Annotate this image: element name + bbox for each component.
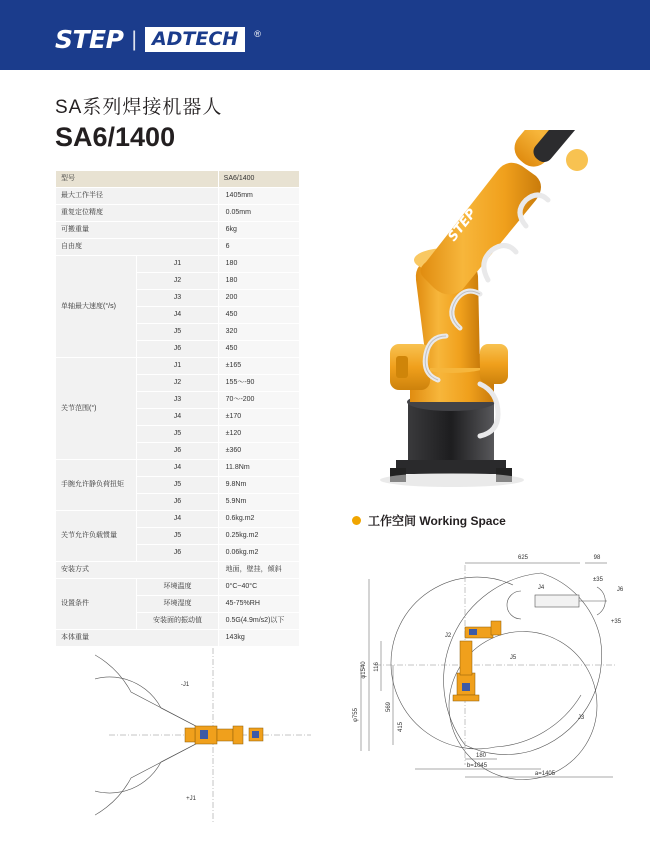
axis-label: J2 bbox=[137, 273, 218, 290]
svg-text:STEP: STEP bbox=[445, 206, 480, 245]
axis-label: J4 bbox=[137, 409, 218, 426]
angle-label-2: +35 bbox=[610, 619, 622, 625]
table-row bbox=[56, 222, 300, 239]
axis-label-j5: J5 bbox=[509, 655, 517, 661]
working-space-side-view bbox=[345, 545, 635, 780]
logo-registered-mark: ® bbox=[254, 28, 261, 39]
table-row bbox=[56, 511, 300, 528]
robot-photo bbox=[330, 130, 630, 500]
spec-value: 1405mm bbox=[218, 188, 299, 205]
table-row bbox=[56, 460, 300, 477]
axis-label: J4 bbox=[137, 307, 218, 324]
specification-table bbox=[55, 170, 300, 647]
spec-value: 6 bbox=[218, 239, 299, 256]
axis-label: J6 bbox=[137, 494, 218, 511]
axis-value: 180 bbox=[218, 273, 299, 290]
spec-value: 0.05mm bbox=[218, 205, 299, 222]
brand-logo bbox=[55, 25, 261, 54]
axis-value: 200 bbox=[218, 290, 299, 307]
spec-label: 可搬重量 bbox=[56, 222, 219, 239]
condition-label: 安装面的振动值 bbox=[137, 613, 218, 630]
dim-top-1: 625 bbox=[517, 555, 529, 561]
robot-silhouette-top bbox=[185, 726, 263, 744]
condition-value: 0.5G(4.9m/s2)以下 bbox=[218, 613, 299, 630]
dim-top-2: 98 bbox=[593, 555, 601, 561]
table-row bbox=[56, 239, 300, 256]
spec-label: 本体重量 bbox=[56, 630, 219, 647]
series-title: SA系列焊接机器人 bbox=[55, 97, 223, 118]
axis-value: 0.6kg.m2 bbox=[218, 511, 299, 528]
dim-bottom-2: 180 bbox=[475, 753, 487, 759]
axis-value: 9.8Nm bbox=[218, 477, 299, 494]
table-row bbox=[56, 579, 300, 596]
spec-head-value: SA6/1400 bbox=[218, 171, 299, 188]
axis-label: J4 bbox=[137, 511, 218, 528]
condition-value: 45-75%RH bbox=[218, 596, 299, 613]
axis-value: ±165 bbox=[218, 358, 299, 375]
axis-value: 450 bbox=[218, 341, 299, 358]
axis-value: ±170 bbox=[218, 409, 299, 426]
table-row bbox=[56, 188, 300, 205]
spec-group-label: 设置条件 bbox=[56, 579, 137, 630]
robot-base bbox=[390, 393, 512, 482]
working-space-top-view bbox=[95, 640, 325, 830]
axis-value: 70〜-200 bbox=[218, 392, 299, 409]
logo-separator: | bbox=[131, 27, 137, 51]
axis-value: ±120 bbox=[218, 426, 299, 443]
angle-label-plus-j1: +J1 bbox=[186, 796, 196, 802]
axis-label: J3 bbox=[137, 290, 218, 307]
spec-value: 6kg bbox=[218, 222, 299, 239]
spec-label: 安装方式 bbox=[56, 562, 219, 579]
axis-label: J6 bbox=[137, 341, 218, 358]
axis-label: J5 bbox=[137, 426, 218, 443]
axis-label-j2: J2 bbox=[444, 633, 452, 639]
axis-label: J6 bbox=[137, 545, 218, 562]
condition-label: 环境温度 bbox=[137, 579, 218, 596]
axis-label-j3: J3 bbox=[577, 715, 585, 721]
angle-label-1: ±35 bbox=[593, 577, 603, 583]
axis-value: 0.06kg.m2 bbox=[218, 545, 299, 562]
dim-left-5: φ755 bbox=[353, 708, 359, 722]
axis-label: J6 bbox=[137, 443, 218, 460]
spec-label: 重复定位精度 bbox=[56, 205, 219, 222]
page-header bbox=[0, 0, 650, 70]
spec-group-label: 手腕允许静负荷扭矩 bbox=[56, 460, 137, 511]
table-row bbox=[56, 562, 300, 579]
table-row bbox=[56, 171, 300, 188]
table-row bbox=[56, 205, 300, 222]
spec-label: 最大工作半径 bbox=[56, 188, 219, 205]
working-space-title: 工作空间 Working Space bbox=[368, 514, 506, 528]
axis-value: 180 bbox=[218, 256, 299, 273]
dim-left-3: 569 bbox=[386, 701, 392, 713]
table-row bbox=[56, 256, 300, 273]
axis-value: 5.9Nm bbox=[218, 494, 299, 511]
axis-label: J5 bbox=[137, 324, 218, 341]
axis-value: 0.25kg.m2 bbox=[218, 528, 299, 545]
axis-label: J1 bbox=[137, 256, 218, 273]
bullet-icon bbox=[352, 516, 361, 525]
dim-left-4: 415 bbox=[398, 721, 404, 733]
spec-group-label: 关节允许负载惯量 bbox=[56, 511, 137, 562]
spec-label: 自由度 bbox=[56, 239, 219, 256]
axis-label-j6: J6 bbox=[616, 587, 624, 593]
spec-group-label: 关节范围(°) bbox=[56, 358, 137, 460]
axis-label: J3 bbox=[137, 392, 218, 409]
angle-label-minus-j1: -J1 bbox=[180, 682, 190, 688]
condition-value: 0°C~40°C bbox=[218, 579, 299, 596]
axis-label: J5 bbox=[137, 477, 218, 494]
spec-value: 地面，壁挂，倾斜 bbox=[218, 562, 299, 579]
robot-upper-arm bbox=[420, 163, 541, 295]
dim-bottom-1: b=1045 bbox=[466, 763, 488, 769]
spec-value: 143kg bbox=[218, 630, 299, 647]
axis-label: J4 bbox=[137, 460, 218, 477]
axis-label: J1 bbox=[137, 358, 218, 375]
dim-bottom-3: a=1405 bbox=[534, 771, 556, 777]
table-row bbox=[56, 358, 300, 375]
axis-value: ±360 bbox=[218, 443, 299, 460]
axis-label: J2 bbox=[137, 375, 218, 392]
axis-value: 320 bbox=[218, 324, 299, 341]
dim-left-2: 116 bbox=[374, 662, 380, 672]
axis-value: 450 bbox=[218, 307, 299, 324]
robot-shadow bbox=[380, 473, 524, 487]
logo-step-text: STEP bbox=[55, 25, 124, 54]
working-space-heading bbox=[352, 512, 506, 529]
logo-adtech-text: ADTECH bbox=[145, 27, 245, 52]
page-title: SA6/1400 bbox=[55, 122, 176, 152]
spec-head-label: 型号 bbox=[56, 171, 219, 188]
axis-label-j4: J4 bbox=[537, 585, 545, 591]
axis-value: 11.8Nm bbox=[218, 460, 299, 477]
condition-label: 环境湿度 bbox=[137, 596, 218, 613]
dim-left-1: φ1540 bbox=[361, 661, 367, 679]
spec-group-label: 单轴最大速度(°/s) bbox=[56, 256, 137, 358]
axis-label: J5 bbox=[137, 528, 218, 545]
axis-value: 155〜-90 bbox=[218, 375, 299, 392]
